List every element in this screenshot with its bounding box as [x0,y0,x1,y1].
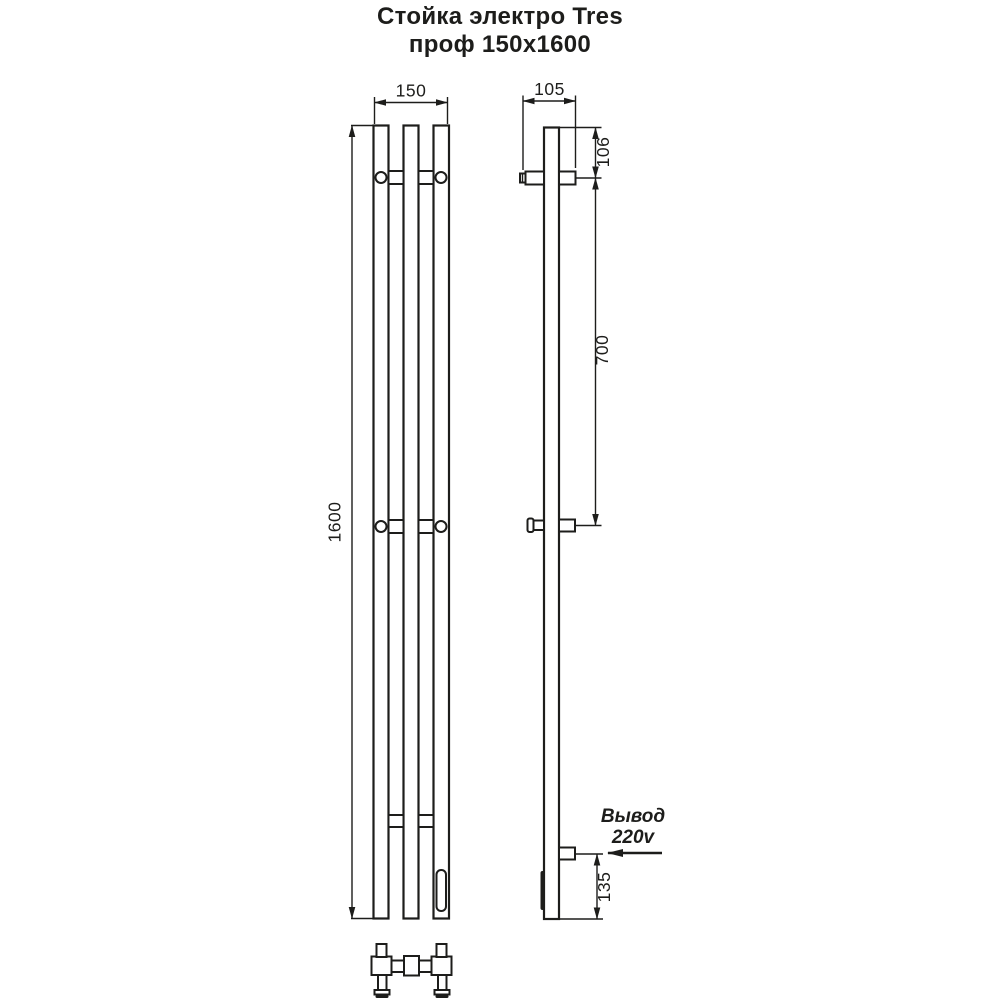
outlet-label-line2: 220v [611,827,655,848]
side-lower-bracket-arm [534,521,545,531]
mount-hole-middle-left [376,521,387,532]
side-top-bracket-arm [526,172,545,185]
mount-hole-top-left [376,172,387,183]
crossbar-bottom-left-segment [389,815,404,827]
side-lower-wall-plate [559,520,575,532]
dimension-front-height [325,126,374,919]
plan-right-foot-flange [435,990,450,995]
plan-right-block [432,957,452,976]
dimension-outlet-offset [559,854,614,919]
cable-outlet-block [559,848,575,860]
side-lower-bracket-cap [528,519,534,533]
side-profile-tube [544,128,559,920]
dimension-value: 150 [395,80,427,101]
plan-center-block [404,956,419,976]
dimension-value: 105 [534,79,565,99]
dimension-value: 1600 [324,501,345,543]
plan-right-tube-stub [437,944,447,957]
plan-left-tube-stub [377,944,387,957]
dimension-value: 106 [593,136,613,168]
drawing-title-line2: проф 150x1600 [408,31,592,58]
crossbar-bottom-right-segment [419,815,434,827]
mount-hole-top-right [436,172,447,183]
plan-right-foot-base [436,995,449,998]
front-middle-tube [404,126,419,919]
dimension-front-width [375,81,448,125]
crossbar-middle-right-segment [419,520,434,533]
indicator-window [437,870,447,911]
plan-left-foot-stem [378,975,387,990]
crossbar-top-right-segment [419,171,434,184]
side-top-wall-plate [559,172,576,185]
heating-element-strip [541,871,546,910]
crossbar-middle-left-segment [389,520,404,533]
outlet-label-line1: Вывод [600,806,666,827]
mount-hole-middle-right [436,521,447,532]
dimension-top-bracket-offset [559,128,613,179]
dimension-value: 135 [594,871,614,903]
plan-right-foot-stem [438,975,447,990]
plan-left-foot-base [376,995,389,998]
drawing-title-line1: Стойка электро Tres [377,3,623,30]
dimension-value: 700 [592,334,612,366]
crossbar-top-left-segment [389,171,404,184]
side-view [520,128,576,920]
front-view [374,126,450,919]
plan-left-foot-flange [375,990,390,995]
plan-left-block [372,957,392,976]
dimension-bracket-spacing [576,178,613,526]
bottom-view [372,944,452,998]
